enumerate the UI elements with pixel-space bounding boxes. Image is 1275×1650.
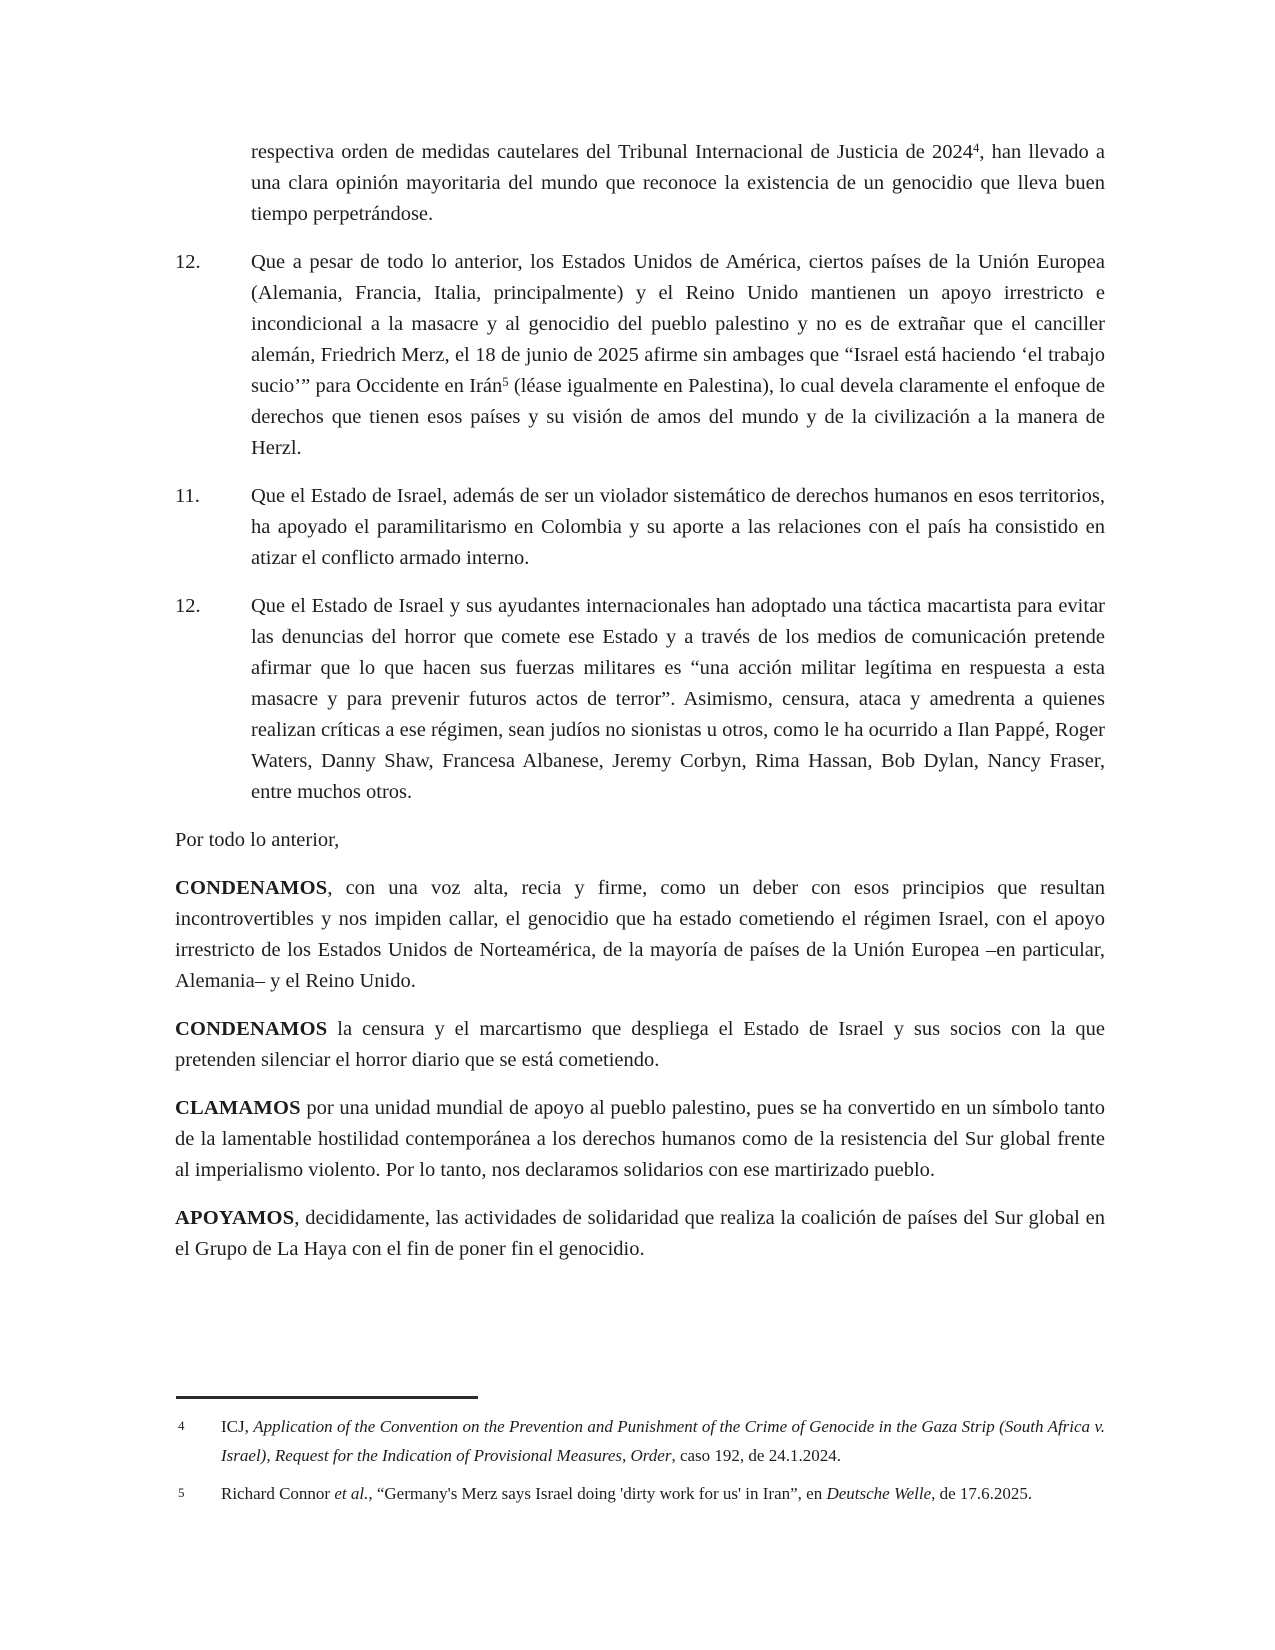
footnote-citation-italic: Deutsche Welle	[826, 1484, 932, 1503]
footnote-5	[175, 1479, 1105, 1508]
footnote-segment: , “Germany's Merz says Israel doing 'dirty work for us' in Iran”, en	[368, 1484, 827, 1503]
paragraph-continuation	[251, 137, 1105, 230]
paragraph-text: la censura y el marcartismo que despliega el Estado de Israel y sus socios con la que pretenden silenciar el horror diario que se está cometiendo.	[175, 1018, 1105, 1071]
declaration-apoyamos	[175, 1203, 1105, 1265]
declaration-lead: CONDENAMOS	[175, 1018, 328, 1040]
footnote-citation-italic: et al.	[334, 1484, 369, 1503]
paragraph-text: , han llevado a una clara opinión mayoritaria del mundo que reconoce la existencia de un genocidio que lleva buen tiempo perpetrándose.	[251, 141, 1105, 225]
paragraph-text: por una unidad mundial de apoyo al pueblo palestino, pues se ha convertido en un símbolo tanto de la lamentable hostilidad contemporánea a los derechos humanos como de la resistencia del Sur global frente al imperialismo violento. Por lo tanto, nos declaramos solidarios con ese martirizado pueblo.	[175, 1097, 1105, 1181]
paragraph-text: respectiva orden de medidas cautelares del Tribunal Internacional de Justicia de 2024	[251, 141, 973, 163]
footnote-reference-5: 5	[502, 375, 509, 390]
paragraph-text: Que a pesar de todo lo anterior, los Estados Unidos de América, ciertos países de la Unión Europea (Alemania, Francia, Italia, principalmente) y el Reino Unido mantienen un apoyo irrestricto e incondicional a la masacre y al genocidio del pueblo palestino y no es de extrañar que el canciller alemán, Friedrich Merz, el 18 de junio de 2025 afirme sin ambages que “Israel está haciendo ‘el trabajo sucio’” para Occidente en Irán	[251, 251, 1105, 397]
footnote-segment: ICJ,	[221, 1417, 254, 1436]
declaration-lead: APOYAMOS	[175, 1207, 295, 1229]
numbered-item-12-second	[175, 591, 1105, 808]
footnote-citation-italic: Application of the Convention on the Prevention and Punishment of the Crime of Genocide in the Gaza Strip (South Africa v. Israel), Request for the Indication of Provisional Measures, Order	[221, 1417, 1105, 1465]
item-text	[251, 247, 1105, 464]
footnote-marker: 4	[178, 1418, 185, 1433]
paragraph-text: Que el Estado de Israel, además de ser un violador sistemático de derechos humanos en esos territorios, ha apoyado el paramilitarismo en Colombia y su aporte a las relaciones con el país ha consistido en atizar el conflicto armado interno.	[251, 485, 1105, 569]
paragraph-text: Por todo lo anterior,	[175, 829, 340, 851]
declaration-condenamos-2	[175, 1014, 1105, 1076]
declaration-clamamos	[175, 1093, 1105, 1186]
item-text	[251, 591, 1105, 808]
numbered-item-11	[175, 481, 1105, 574]
footnote-segment: Richard Connor	[221, 1484, 335, 1503]
footnote-text	[221, 1479, 1105, 1508]
item-text	[251, 481, 1105, 574]
declaration-lead: CLAMAMOS	[175, 1097, 301, 1119]
item-number: 11.	[175, 485, 200, 507]
paragraph-text: , decididamente, las actividades de solidaridad que realiza la coalición de países del Sur global en el Grupo de La Haya con el fin de poner fin el genocidio.	[175, 1207, 1105, 1260]
numbered-item-12-first	[175, 247, 1105, 464]
paragraph-text: Que el Estado de Israel y sus ayudantes internacionales han adoptado una táctica macartista para evitar las denuncias del horror que comete ese Estado y a través de los medios de comunicación pretende afirmar que lo que hacen sus fuerzas militares es “una acción militar legítima en respuesta a esta masacre y para prevenir futuros actos de terror”. Asimismo, censura, ataca y amedrenta a quienes realizan críticas a ese régimen, sean judíos no sionistas u otros, como le ha ocurrido a Ilan Pappé, Roger Waters, Danny Shaw, Francesa Albanese, Jeremy Corbyn, Rima Hassan, Bob Dylan, Nancy Fraser, entre muchos otros.	[251, 595, 1105, 803]
paragraph-text: , con una voz alta, recia y firme, como un deber con esos principios que resultan incontrovertibles y nos impiden callar, el genocidio que ha estado cometiendo el régimen Israel, con el apoyo irrestricto de los Estados Unidos de Norteamérica, de la mayoría de países de la Unión Europea –en particular, Alemania– y el Reino Unido.	[175, 877, 1105, 992]
footnote-separator	[176, 1396, 478, 1399]
declaration-condenamos-1	[175, 873, 1105, 997]
footnote-marker: 5	[178, 1485, 185, 1500]
footnote-text	[221, 1412, 1105, 1470]
item-number: 12.	[175, 251, 201, 273]
footnote-segment: , de 17.6.2025.	[931, 1484, 1033, 1503]
paragraph-text: (léase igualmente en Palestina), lo cual devela claramente el enfoque de derechos que tienen esos países y su visión de amos del mundo y de la civilización a la manera de Herzl.	[251, 375, 1105, 459]
transition-line	[175, 825, 1105, 856]
footnotes-section	[175, 1396, 1105, 1517]
declaration-lead: CONDENAMOS	[175, 877, 328, 899]
document-body	[175, 137, 1105, 1282]
footnote-4	[175, 1412, 1105, 1470]
footnote-segment: , caso 192, de 24.1.2024.	[671, 1446, 841, 1465]
item-number: 12.	[175, 595, 201, 617]
footnote-reference-4: 4	[972, 141, 980, 156]
